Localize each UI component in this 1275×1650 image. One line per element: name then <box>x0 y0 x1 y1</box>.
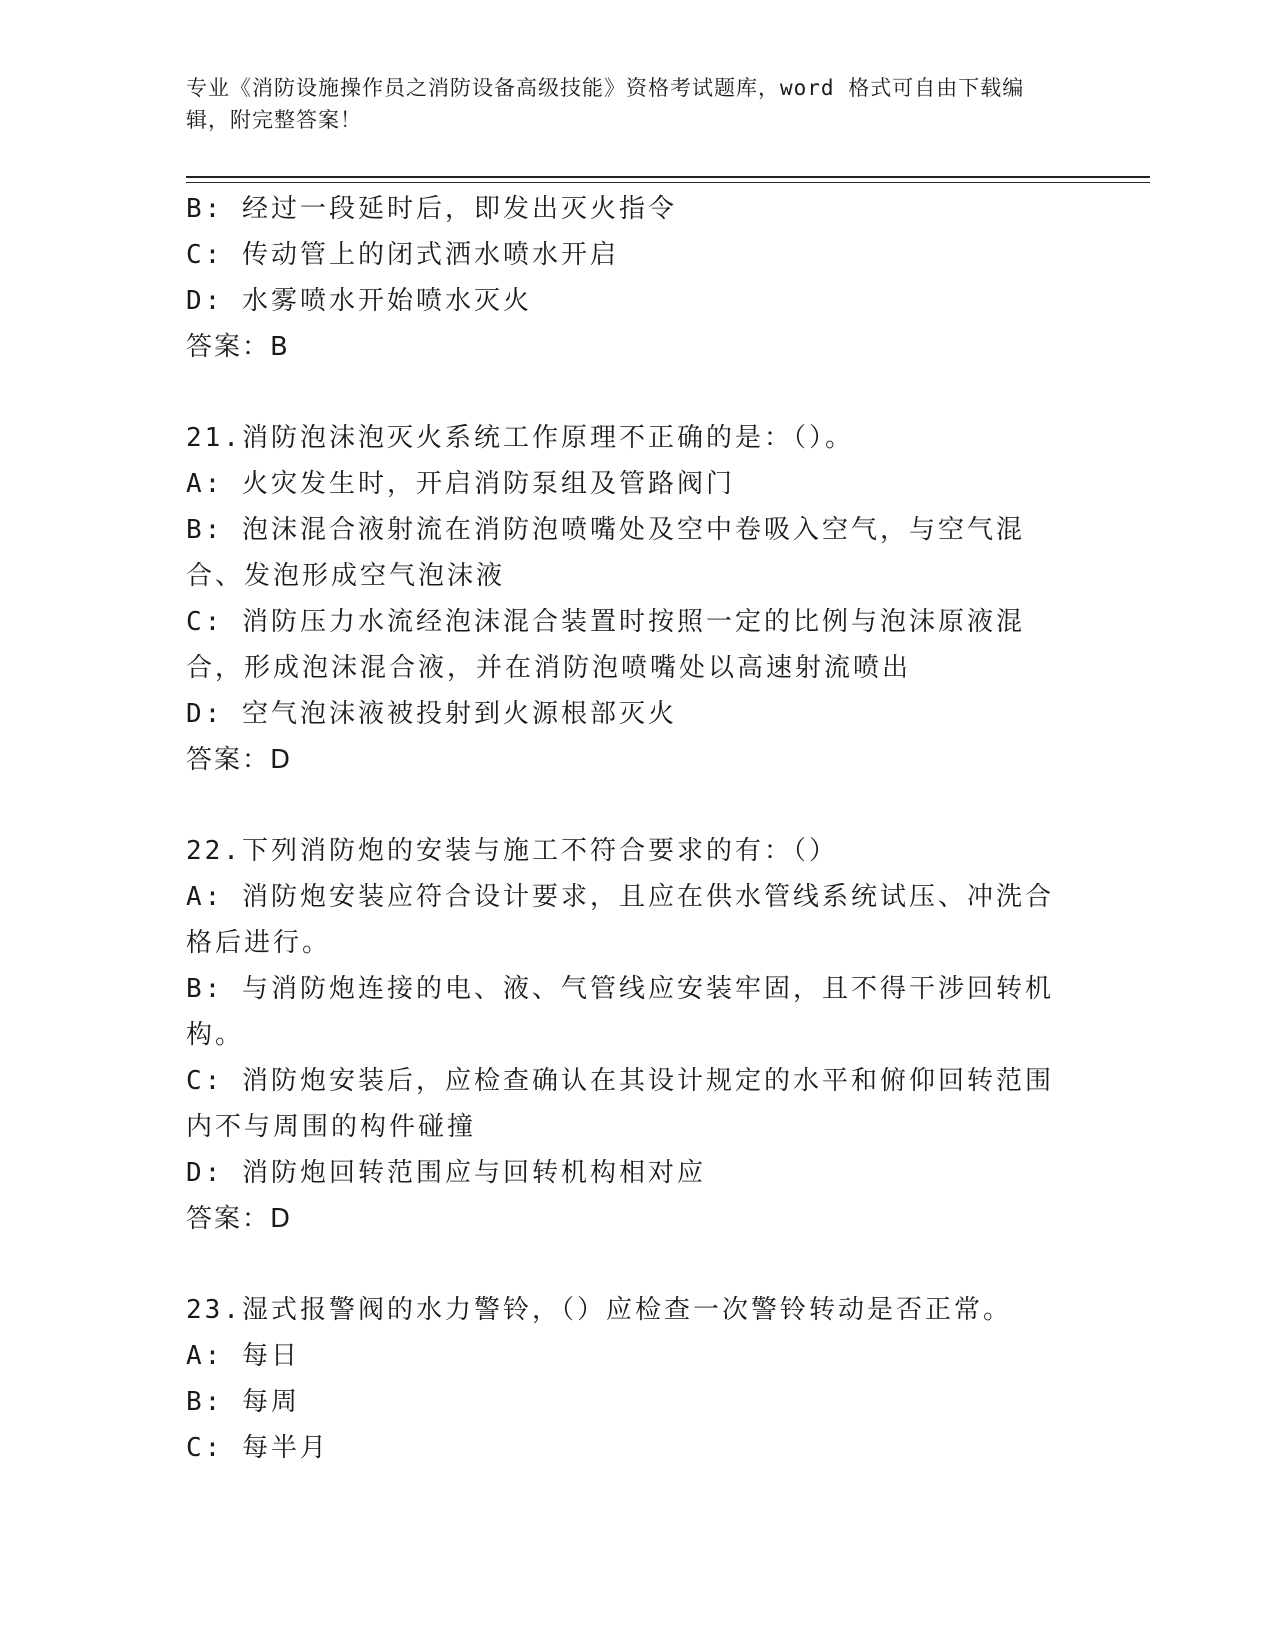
header-divider-thin <box>186 182 1150 183</box>
question-23 <box>186 1287 1066 1471</box>
option-d: D: 水雾喷水开始喷水灭火 <box>186 286 532 316</box>
answer-line: 答案：B <box>186 332 290 362</box>
option-a: A: 消防炮安装应符合设计要求，且应在供水管线系统试压、冲洗合格后进行。 <box>186 882 1054 958</box>
option-b: B: 经过一段延时后，即发出灭火指令 <box>186 194 677 224</box>
question-title: 21.消防泡沫泡灭火系统工作原理不正确的是：（）。 <box>186 423 854 453</box>
question-content <box>186 186 1066 1471</box>
answer-line: 答案：D <box>186 745 293 775</box>
question-title: 22.下列消防炮的安装与施工不符合要求的有：（） <box>186 836 838 866</box>
question-21 <box>186 415 1066 783</box>
question-22 <box>186 828 1066 1242</box>
question-title: 23.湿式报警阀的水力警铃，（）应检查一次警铃转动是否正常。 <box>186 1295 1012 1325</box>
option-a: A: 每日 <box>186 1341 300 1371</box>
option-d: D: 消防炮回转范围应与回转机构相对应 <box>186 1158 706 1188</box>
page-header: 专业《消防设施操作员之消防设备高级技能》资格考试题库，word 格式可自由下载编辑，附完整答案！ <box>186 76 1025 132</box>
option-b: B: 泡沫混合液射流在消防泡喷嘴处及空中卷吸入空气，与空气混合、发泡形成空气泡沫液 <box>186 515 1025 591</box>
option-b: B: 与消防炮连接的电、液、气管线应安装牢固，且不得干涉回转机构。 <box>186 974 1054 1050</box>
option-d: D: 空气泡沫液被投射到火源根部灭火 <box>186 699 677 729</box>
answer-line: 答案：D <box>186 1204 293 1234</box>
option-b: B: 每周 <box>186 1387 300 1417</box>
option-a: A: 火灾发生时，开启消防泵组及管路阀门 <box>186 469 735 499</box>
option-c: C: 消防压力水流经泡沫混合装置时按照一定的比例与泡沫原液混合，形成泡沫混合液，并在消防泡喷嘴处以高速射流喷出 <box>186 607 1025 683</box>
option-c: C: 每半月 <box>186 1433 329 1463</box>
option-c: C: 传动管上的闭式洒水喷水开启 <box>186 240 619 270</box>
prev-question-block <box>186 186 1066 370</box>
header-divider-thick <box>186 176 1150 178</box>
option-c: C: 消防炮安装后，应检查确认在其设计规定的水平和俯仰回转范围内不与周围的构件碰撞 <box>186 1066 1054 1142</box>
